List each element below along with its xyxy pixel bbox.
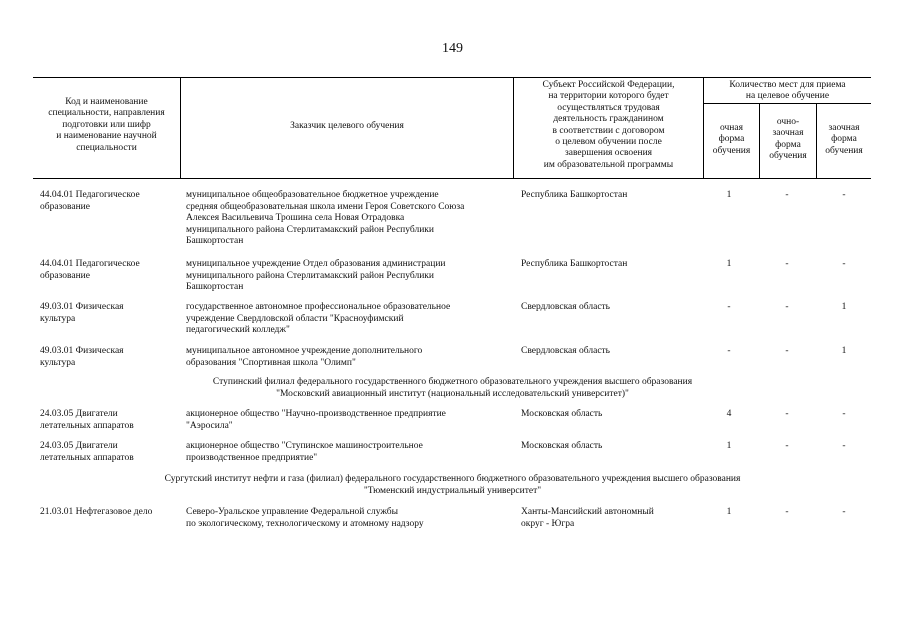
federal-subject: Республика Башкортостан <box>521 190 628 200</box>
header-ochno-zaochnaya: очно- заочная форма обучения <box>769 117 807 162</box>
part-time-count: - <box>785 409 789 419</box>
full-time-count: - <box>727 346 731 356</box>
part-time-count: - <box>785 302 789 312</box>
specialty-code: 49.03.01 Физическая культура <box>40 302 124 324</box>
federal-subject: Ханты-Мансийский автономный округ - Югра <box>521 507 654 529</box>
header-ochnaya: очная форма обучения <box>712 123 751 156</box>
part-time-count: - <box>785 441 789 451</box>
distance-count: 1 <box>841 302 847 312</box>
header-subject: Субъект Российской Федерации, на территории которого будет осуществляться трудовая деятельность гражданином в соответствии с договором о целевом обучении после завершения освоения им образовательной программы <box>542 80 675 170</box>
specialty-code: 21.03.01 Нефтегазовое дело <box>40 507 153 517</box>
distance-count: - <box>842 441 846 451</box>
distance-count: 1 <box>841 346 847 356</box>
distance-count: - <box>842 259 846 269</box>
header-places: Количество мест для приема на целевое обучение <box>729 80 846 102</box>
section-heading-stupino: Ступинский филиал федерального государственного бюджетного образовательного учреждения высшего образования "Московский авиационный институт (национальный исследовательский университет)" <box>212 377 693 399</box>
header-zaochnaya: заочная форма обучения <box>825 123 863 156</box>
full-time-count: - <box>727 302 731 312</box>
federal-subject: Московская область <box>521 409 603 419</box>
specialty-code: 44.04.01 Педагогическое образование <box>40 190 140 212</box>
places-sub-rule <box>703 103 871 104</box>
part-time-count: - <box>785 190 789 200</box>
distance-count: - <box>842 409 846 419</box>
specialty-code: 24.03.05 Двигатели летательных аппаратов <box>40 441 134 463</box>
header-top-rule <box>33 77 871 78</box>
full-time-count: 1 <box>726 441 732 451</box>
part-time-count: - <box>785 507 789 517</box>
customer-name: муниципальное общеобразовательное бюджетное учреждение средняя общеобразовательная школа имени Героя Советского Союза Алексея Васильевича Трошина села Новая Отрадовка муниципального района Стерлитамакский район Республики Башкортостан <box>186 190 465 247</box>
federal-subject: Московская область <box>521 441 603 451</box>
page-number: 149 <box>442 41 463 56</box>
federal-subject: Свердловская область <box>521 346 611 356</box>
customer-name: акционерное общество "Научно-производственное предприятие "Аэросила" <box>186 409 446 431</box>
federal-subject: Республика Башкортостан <box>521 259 628 269</box>
customer-name: муниципальное учреждение Отдел образования администрации муниципального района Стерлитамакский район Республики Башкортостан <box>186 259 446 293</box>
header-code: Код и наименование специальности, направления подготовки или шифр и наименование научной специальности <box>48 97 165 153</box>
specialty-code: 49.03.01 Физическая культура <box>40 346 124 368</box>
part-time-count: - <box>785 346 789 356</box>
full-time-count: 1 <box>726 259 732 269</box>
full-time-count: 4 <box>726 409 732 419</box>
customer-name: акционерное общество "Ступинское машиностроительное производственное предприятие" <box>186 441 423 463</box>
full-time-count: 1 <box>726 190 732 200</box>
distance-count: - <box>842 190 846 200</box>
section-heading-surgut: Сургутский институт нефти и газа (филиал) федерального государственного бюджетного образовательного учреждения высшего образования "Тюменский индустриальный университет" <box>164 474 741 496</box>
customer-name: муниципальное автономное учреждение дополнительного образования "Спортивная школа "Олимп" <box>186 346 423 368</box>
full-time-count: 1 <box>726 507 732 517</box>
customer-name: государственное автономное профессиональное образовательное учреждение Свердловской области "Красноуфимский педагогический колледж" <box>186 302 451 336</box>
specialty-code: 24.03.05 Двигатели летательных аппаратов <box>40 409 134 431</box>
header-bottom-rule <box>33 178 871 179</box>
specialty-code: 44.04.01 Педагогическое образование <box>40 259 140 281</box>
header-customer: Заказчик целевого обучения <box>290 121 404 131</box>
part-time-count: - <box>785 259 789 269</box>
federal-subject: Свердловская область <box>521 302 611 312</box>
customer-name: Северо-Уральское управление Федеральной службы по экологическому, технологическому и атомному надзору <box>186 507 424 529</box>
distance-count: - <box>842 507 846 517</box>
